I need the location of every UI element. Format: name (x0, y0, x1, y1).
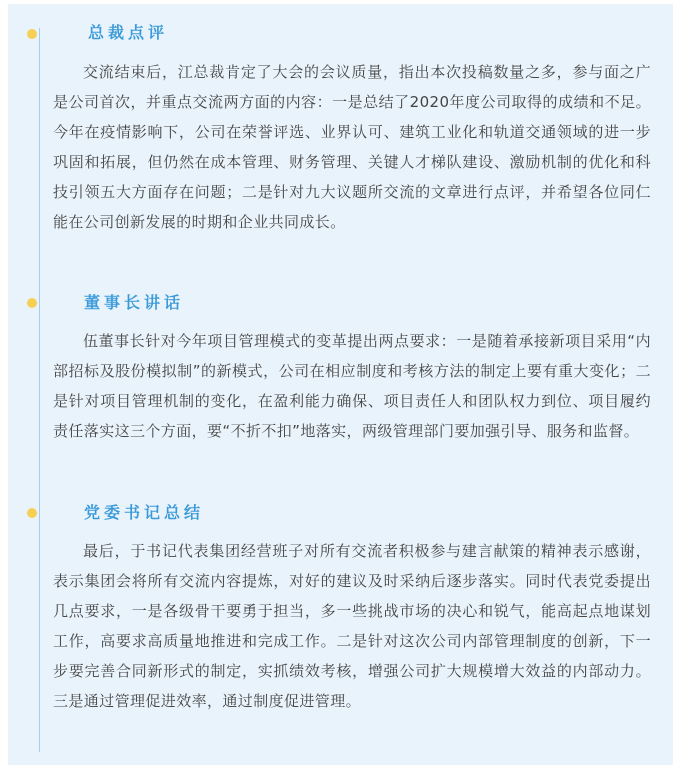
article-card (8, 4, 673, 765)
section-body: 交流结束后，江总裁肯定了大会的会议质量，指出本次投稿数量之多，参与面之广是公司首次，并重点交流两方面的内容：一是总结了2020年度公司取得的成绩和不足。今年在疫情影响下，公司在荣誉评选、业界认可、建筑工业化和轨道交通领域的进一步巩固和拓展，但仍然在成本管理、财务管理、关键人才梯队建设、激励机制的优化和科技引领五大方面存在问题；二是针对九大议题所交流的文章进行点评，并希望各位同仁能在公司创新发展的时期和企业共同成长。 (53, 63, 651, 231)
timeline-dot (27, 29, 37, 39)
section-title: 党委书记总结 (84, 503, 205, 522)
section-body: 伍董事长针对今年项目管理模式的变革提出两点要求：一是随着承接新项目采用“内部招标及股份模拟制”的新模式，公司在相应制度和考核方法的制定上要有重大变化；二是针对项目管理机制的变化，在盈利能力确保、项目责任人和团队权力到位、项目履约责任落实这三个方面，要“不折不扣”地落实，两级管理部门要加强引导、服务和监督。 (53, 332, 651, 440)
timeline-dot (27, 298, 37, 308)
timeline-line (39, 28, 40, 752)
timeline-dot (27, 508, 37, 518)
section-body: 最后，于书记代表集团经营班子对所有交流者积极参与建言献策的精神表示感谢，表示集团会将所有交流内容提炼，对好的建议及时采纳后逐步落实。同时代表党委提出几点要求，一是各级骨干要勇于担当，多一些挑战市场的决心和锐气，能高起点地谋划工作，高要求高质量地推进和完成工作。二是针对这次公司内部管理制度的创新，下一步要完善合同新形式的制定，实抓绩效考核，增强公司扩大规模增大效益的内部动力。三是通过管理促进效率，通过制度促进管理。 (53, 542, 651, 710)
section-title: 总裁点评 (88, 23, 169, 42)
section-title: 董事长讲话 (84, 293, 185, 312)
